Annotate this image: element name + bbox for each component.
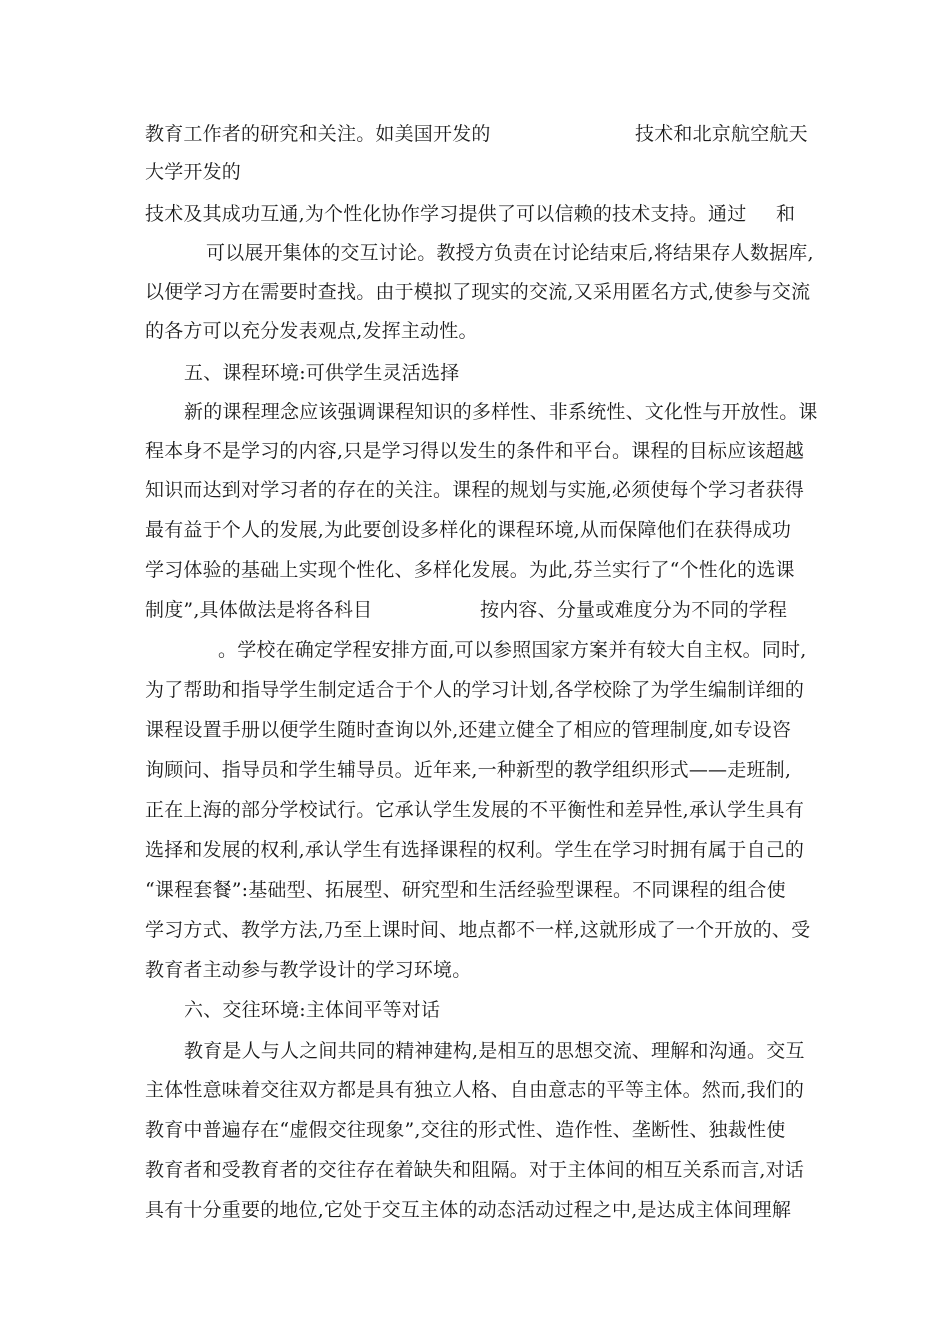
heading-text: 六、交往环境:主体间平等对话 [184,999,441,1021]
text-segment: 知识而达到对学习者的存在的关注。课程的规划与实施,必须使每个学习者获得 [145,479,805,501]
text-segment: 最有益于个人的发展,为此要创设多样化的课程环境,从而保障他们在获得成功 [145,519,792,541]
text-segment: 教育者和受教育者的交往存在着缺失和阻隔。对于主体间的相互关系而言,对话 [145,1159,805,1181]
text-segment: 主体性意味着交往双方都是具有独立人格、自由意志的平等主体。然而,我们的 [145,1079,805,1101]
text-segment: 的各方可以充分发表观点,发挥主动性。 [145,320,478,342]
text-segment: 教育是人与人之间共同的精神建构,是相互的思想交流、理解和沟通。交互 [184,1040,805,1062]
text-segment: 教育中普遍存在“虚假交往现象”,交往的形式性、造作性、垄断性、独裁性使 [145,1119,786,1141]
text-segment: 教育工作者的研究和关注。如美国开发的 [145,123,491,145]
text-segment: 具有十分重要的地位,它处于交互主体的动态活动过程之中,是达成主体间理解 [145,1199,792,1221]
text-segment: 和 [776,203,796,225]
text-segment: 技术和北京航空航天 [635,123,808,145]
text-segment: 程本身不是学习的内容,只是学习得以发生的条件和平台。课程的目标应该超越 [145,440,805,462]
text-segment: 按内容、分量或难度分为不同的学程 [480,599,788,621]
text-segment: 选择和发展的权利,承认学生有选择课程的权利。学生在学习时拥有属于自己的 [145,839,805,861]
text-segment: 询顾问、指导员和学生辅导员。近年来,一种新型的教学组织形式——走班制, [145,759,792,781]
text-segment: 学习体验的基础上实现个性化、多样化发展。为此,芬兰实行了“个性化的选课 [145,559,795,581]
text-segment: 课程设置手册以便学生随时查询以外,还建立健全了相应的管理制度,如专设咨 [145,719,792,741]
text-segment: 大学开发的 [145,161,242,183]
text-segment: 学习方式、教学方法,乃至上课时间、地点都不一样,这就形成了一个开放的、受 [145,919,811,941]
text-segment: 技术及其成功互通,为个性化协作学习提供了可以信赖的技术支持。通过 [145,203,747,225]
text-segment: 为了帮助和指导学生制定适合于个人的学习计划,各学校除了为学生编制详细的 [145,679,805,701]
text-segment: 。学校在确定学程安排方面,可以参照国家方案并有较大自主权。同时, [218,639,807,661]
text-segment: 可以展开集体的交互讨论。教授方负责在讨论结束后,将结果存人数据库, [206,242,814,264]
text-segment: 以便学习方在需要时查找。由于模拟了现实的交流,又采用匿名方式,使参与交流 [145,281,811,303]
text-segment: 教育者主动参与教学设计的学习环境。 [145,959,472,981]
text-segment: 正在上海的部分学校试行。它承认学生发展的不平衡性和差异性,承认学生具有 [145,799,805,821]
text-segment: 新的课程理念应该强调课程知识的多样性、非系统性、文化性与开放性。课 [184,401,818,423]
text-segment: “课程套餐”:基础型、拓展型、研究型和生活经验型课程。不同课程的组合使 [145,879,786,901]
heading-text: 五、课程环境:可供学生灵活选择 [184,362,460,384]
text-segment: 制度”,具体做法是将各科目 [145,599,373,621]
